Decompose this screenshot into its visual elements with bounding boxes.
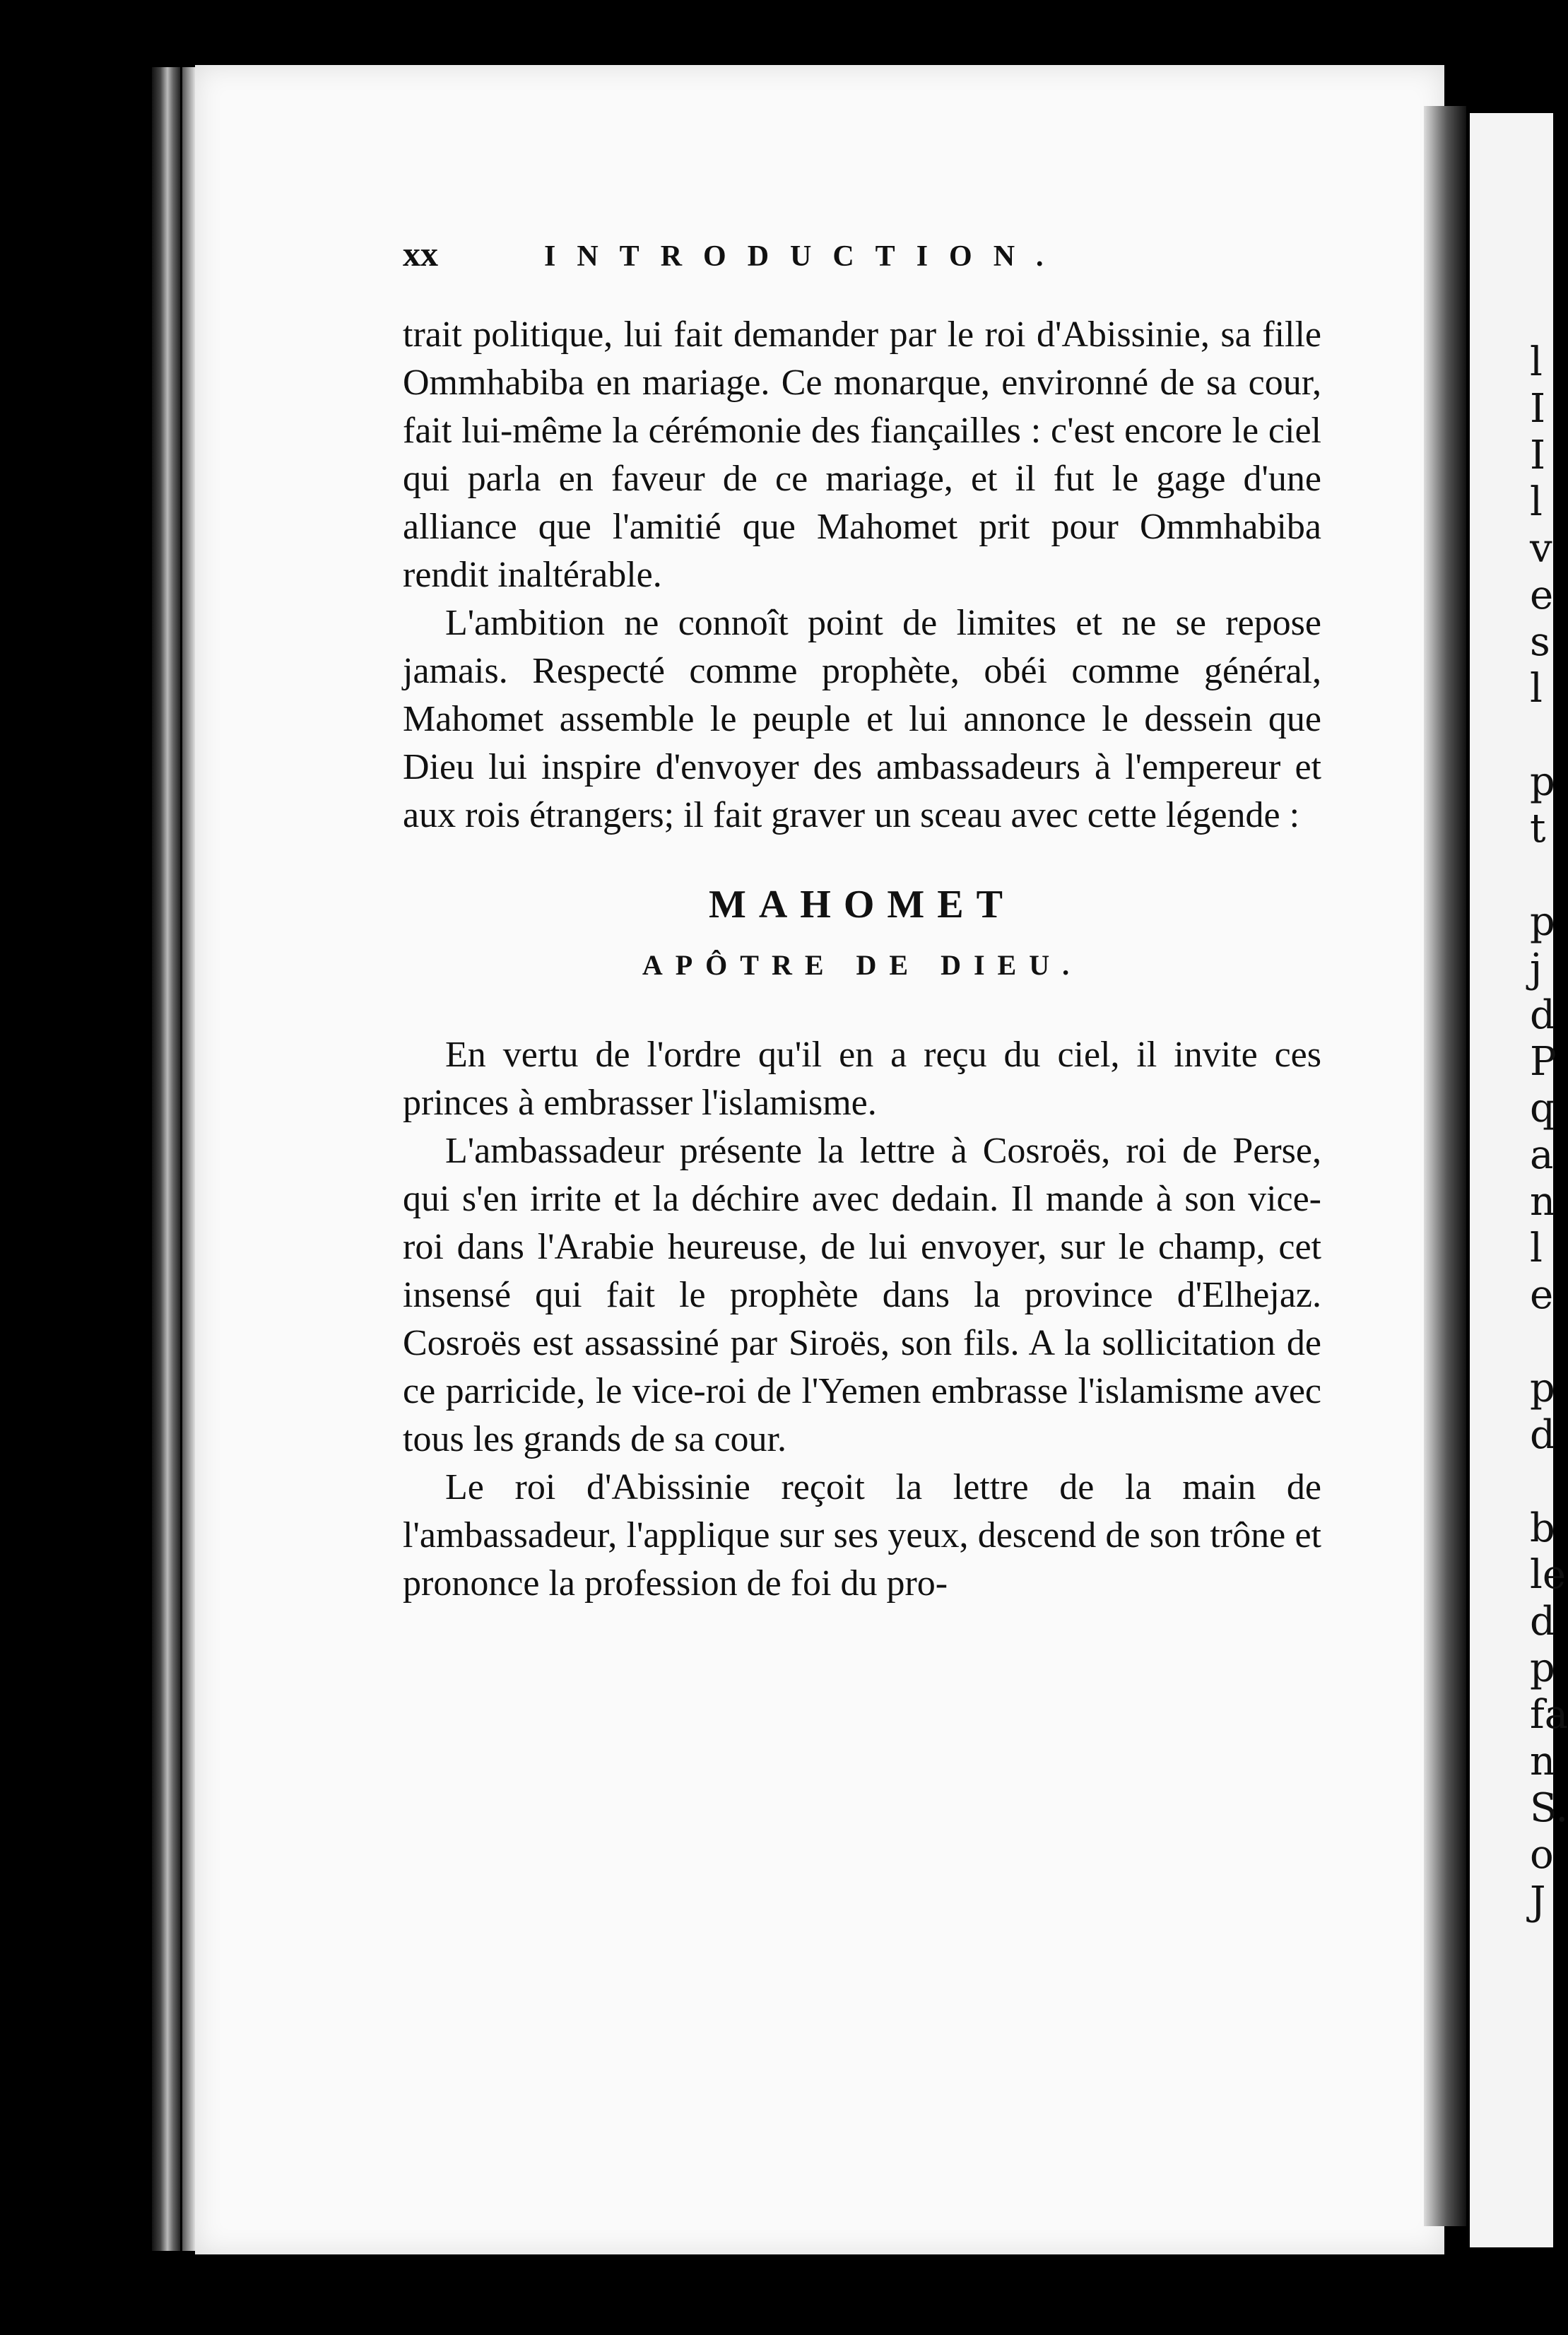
facing-page-text-fragments: l I I l v e s l p t p j d P q a n l e p d b le d p fa n S. o J bbox=[1530, 339, 1568, 1924]
paragraph: trait politique, lui fait demander par le roi d'Abissinie, sa fille Ommhabiba en mariage. Ce monarque, environné de sa cour, fait lui-même la cérémonie des fiançailles : c'est encore le ciel qui parla en faveur de ce mariage, et il fut le gage d'une alliance que l'amitié que Mahomet prit pour Ommhabiba rendit inaltérable. bbox=[403, 314, 1321, 595]
seal-inscription-line-1: MAHOMET bbox=[709, 883, 1015, 927]
running-title: INTRODUCTION. bbox=[544, 240, 1065, 273]
page-gutter-shadow bbox=[1424, 106, 1466, 2226]
page-number: xx bbox=[403, 234, 438, 274]
left-binding-edge bbox=[152, 67, 180, 2251]
running-head bbox=[403, 233, 1321, 297]
paragraph: L'ambassadeur présente la lettre à Cosroës, roi de Perse, qui s'en irrite et la déchire avec dedain. Il mande à son vice-roi dans l'Arabie heureuse, de lui envoyer, sur le champ, cet insensé qui fait le prophète dans la province d'Elhejaz. Cosroës est assassiné par Siroës, son fils. A la sollicitation de ce parricide, le vice-roi de l'Yemen embrasse l'islamisme avec tous les grands de sa cour. bbox=[403, 1131, 1321, 1459]
paragraph: Le roi d'Abissinie reçoit la lettre de la main de l'ambassadeur, l'applique sur ses yeux, descend de son trône et prononce la profession de foi du pro- bbox=[403, 1467, 1321, 1604]
left-binding-highlight bbox=[182, 67, 195, 2251]
paragraph: L'ambition ne connoît point de limites et ne se repose jamais. Respecté comme prophète, obéi comme général, Mahomet assemble le peuple et lui annonce le dessein que Dieu lui inspire d'envoyer des ambassadeurs à l'empereur et aux rois étrangers; il fait graver un sceau avec cette légende : bbox=[403, 603, 1321, 835]
paragraph: En vertu de l'ordre qu'il en a reçu du ciel, il invite ces princes à embrasser l'islamisme. bbox=[403, 1035, 1321, 1123]
seal-inscription-line-2: APÔTRE DE DIEU. bbox=[642, 949, 1083, 981]
page-text-block bbox=[403, 233, 1321, 1608]
